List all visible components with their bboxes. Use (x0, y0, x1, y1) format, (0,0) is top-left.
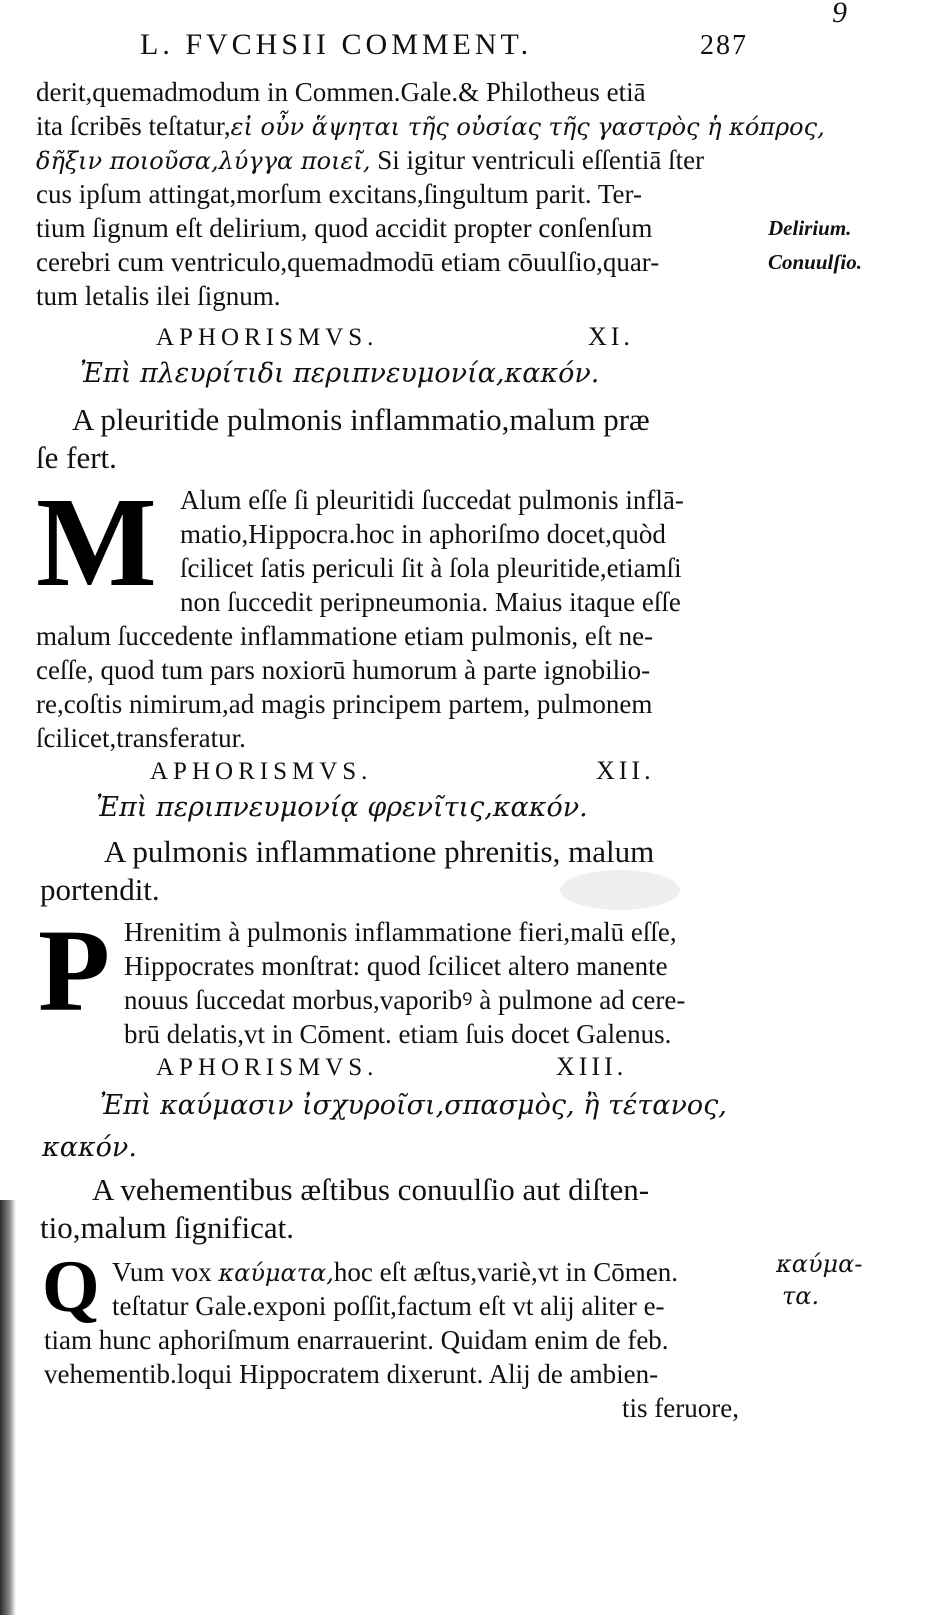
text-line: tiam hunc aphoriſmum enarrauerint. Quidam enim de feb. (44, 1325, 669, 1355)
greek-aphorism: κακόν. (42, 1132, 137, 1163)
aphorism-heading: APHORISMVS. (156, 1054, 379, 1081)
text-line: tum letalis ilei ſignum. (36, 281, 281, 311)
greek-aphorism: Ἐπὶ πλευρίτιδι περιπνευμονία,κακόν. (80, 358, 600, 389)
text-line (36, 144, 704, 177)
greek-quote: δῆξιν ποιοῦσα,λύγγα ποιεῖ, (36, 147, 371, 175)
text-line (36, 110, 825, 143)
margin-note-greek: καύμα- (776, 1250, 863, 1278)
paper-stain (560, 870, 680, 910)
aphorism-heading: APHORISMVS. (156, 324, 379, 351)
text-line: Hrenitim à pulmonis inflammatione fieri,malū eſſe, (124, 917, 677, 947)
text-span: ita ſcribēs teſtatur, (36, 111, 231, 141)
margin-note-conuulsio: Conuulſio. (768, 250, 862, 274)
text-line: nouus ſuccedat morbus,vaporibꝰ à pulmone ad cere- (124, 985, 686, 1015)
latin-aphorism: A pleuritide pulmonis inflammatio,malum præ (72, 402, 650, 437)
greek-quote: εἰ οὖν ἅψηται τῆς οὐσίας τῆς γαστρὸς ἡ κόπρος, (230, 113, 825, 141)
latin-aphorism: A vehementibus æſtibus conuulſio aut diſten- (92, 1172, 650, 1207)
text-line: cus ipſum attingat,morſum excitans,ſingultum parit. Ter- (36, 179, 642, 209)
aphorism-numeral: XIII. (556, 1052, 628, 1081)
text-line: vehementib.loqui Hippocratem dixerunt. Alij de ambien- (44, 1359, 659, 1389)
text-line: non ſuccedit peripneumonia. Maius itaque eſſe (180, 587, 681, 617)
binding-shadow (0, 1200, 16, 1615)
text-line: malum ſuccedente inflammatione etiam pulmonis, eſt ne- (36, 621, 654, 651)
latin-aphorism: tio,malum ſignificat. (40, 1210, 294, 1245)
text-line: Hippocrates monſtrat: quod ſcilicet altero manente (124, 951, 668, 981)
catchword: tis feruore, (622, 1393, 739, 1423)
aphorism-numeral: XI. (588, 322, 634, 351)
running-title: L. FVCHSII COMMENT. (140, 28, 533, 61)
text-span: Si igitur ventriculi eſſentiā ſter (377, 145, 705, 175)
drop-capital: M (36, 471, 157, 613)
margin-note-delirium: Delirium. (768, 216, 852, 240)
text-span: hoc eſt æſtus,variè,vt in Cōmen. (333, 1257, 679, 1287)
margin-note-greek: τα. (782, 1282, 820, 1310)
text-line: cerebri cum ventriculo,quemadmodū etiam cōuulſio,quar- (36, 247, 660, 277)
text-line: ſcilicet,transferatur. (36, 723, 246, 753)
text-line: ſcilicet ſatis periculi ſit à ſola pleuritide,etiamſi (180, 553, 682, 583)
greek-aphorism: Ἐπὶ καύμασιν ἰσχυροῖσι,σπασμὸς, ἢ τέτανος, (100, 1090, 727, 1121)
greek-aphorism: Ἐπὶ περιπνευμονίᾳ φρενῖτις,κακόν. (96, 792, 588, 823)
text-line: brū delatis,vt in Cōment. etiam ſuis docet Galenus. (124, 1019, 672, 1049)
text-line: tium ſignum eſt delirium, quod accidit propter conſenſum (36, 213, 653, 243)
latin-aphorism: portendit. (40, 872, 160, 907)
drop-capital: Q (42, 1246, 100, 1328)
greek-word: καύματα, (218, 1259, 334, 1287)
text-line (112, 1256, 678, 1289)
latin-aphorism: A pulmonis inflammatione phrenitis, malum (104, 834, 655, 869)
text-span: Vum vox (112, 1257, 212, 1287)
drop-capital: P (38, 905, 111, 1036)
text-line: Alum eſſe ſi pleuritidi ſuccedat pulmonis inflā- (180, 485, 684, 515)
text-line: matio,Hippocra.hoc in aphoriſmo docet,quòd (180, 519, 666, 549)
aphorism-numeral: XII. (596, 756, 655, 785)
aphorism-heading: APHORISMVS. (150, 758, 373, 785)
page-mark: 9 (832, 0, 847, 29)
text-line: derit,quemadmodum in Commen.Gale.& Philotheus etiā (36, 77, 646, 107)
text-line: ceſſe, quod tum pars noxiorū humorum à parte ignobilio- (36, 655, 651, 685)
latin-aphorism: ſe fert. (36, 440, 117, 475)
page-number: 287 (700, 30, 748, 61)
text-line: re,coſtis nimirum,ad magis principem partem, pulmonem (36, 689, 653, 719)
text-line: teſtatur Gale.exponi poſſit,factum eſt vt alij aliter e- (112, 1291, 665, 1321)
